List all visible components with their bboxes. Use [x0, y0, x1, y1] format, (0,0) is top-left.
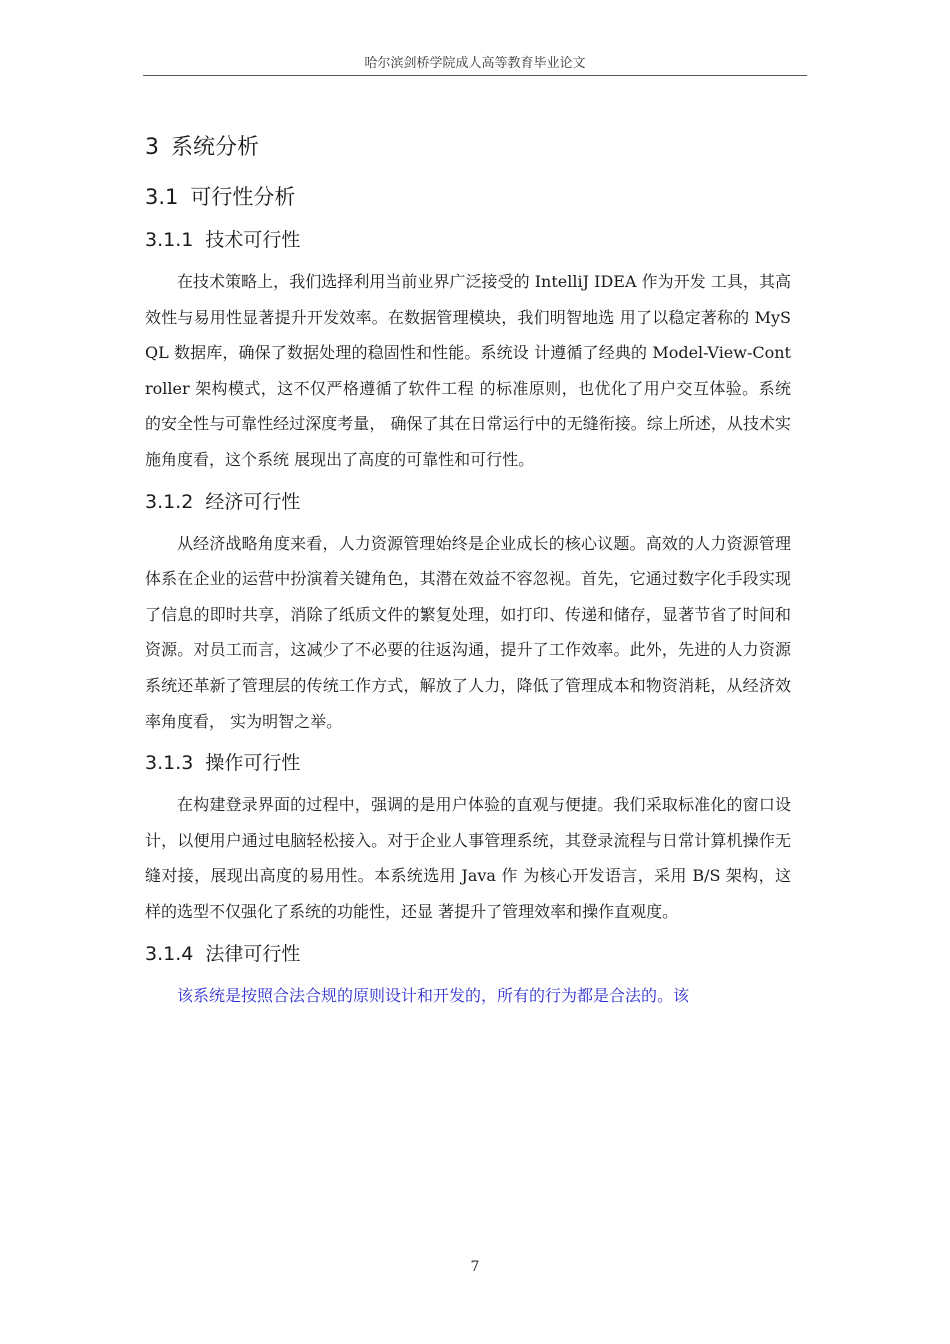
- subsection-title: 法律可行性: [205, 942, 301, 965]
- header-rule: [143, 75, 807, 76]
- paragraph-technical: 在技术策略上，我们选择利用当前业界广泛接受的 IntelliJ IDEA 作为开发 工具，其高效性与易用性显著提升开发效率。在数据管理模块，我们明智地选 用了以稳定著称的 MySQL 数据库，确保了数据处理的稳固性和性能。系统设 计遵循了经典的 Model-View-Controller 架构模式，这不仅严格遵循了软件工程 的标准原则，也优化了用户交互体验。系统的安全性与可靠性经过深度考量， 确保了其在日常运行中的无缝衔接。综上所述，从技术实施角度看，这个系统 展现出了高度的可靠性和可行性。: [145, 272, 791, 469]
- page-body: [145, 118, 791, 1013]
- subsection-title: 操作可行性: [205, 752, 301, 775]
- paragraph-operational: 在构建登录界面的过程中，强调的是用户体验的直观与便捷。我们采取标准化的窗口设计，以便用户通过电脑轻松接入。对于企业人事管理系统，其登录流程与日常计算机操作无缝对接，展现出高度的易用性。本系统选用 Java 作 为核心开发语言，采用 B/S 架构，这样的选型不仅强化了系统的功能性，还显 著提升了管理效率和操作直观度。: [145, 795, 791, 921]
- section-heading: [145, 178, 791, 216]
- section-number: 3.1: [145, 185, 179, 209]
- paragraph-economic: 从经济战略角度来看，人力资源管理始终是企业成长的核心议题。高效的人力资源管理体系在企业的运营中扮演着关键角色，其潜在效益不容忽视。首先，它通过数字化手段实现了信息的即时共享，消除了纸质文件的繁复处理，如打印、传递和储存，显著节省了时间和资源。对员工而言，这减少了不必要的往返沟通，提升了工作效率。此外，先进的人力资源系统还革新了管理层的传统工作方式，解放了人力，降低了管理成本和物资消耗，从经济效率角度看， 实为明智之举。: [145, 533, 791, 731]
- chapter-title: 系统分析: [171, 135, 260, 160]
- subsection-number: 3.1.3: [145, 752, 194, 775]
- subsection-heading-legal: [145, 934, 791, 974]
- page-number: 7: [470, 1259, 480, 1275]
- chapter-heading: [145, 128, 791, 168]
- subsection-heading-technical: [145, 220, 791, 260]
- subsection-number: 3.1.4: [145, 942, 194, 965]
- subsection-title: 经济可行性: [205, 490, 301, 513]
- running-header: 哈尔滨剑桥学院成人高等教育毕业论文: [364, 56, 586, 71]
- paragraph-legal: 该系统是按照合法合规的原则设计和开发的，所有的行为都是合法的。该: [177, 985, 690, 1005]
- subsection-title: 技术可行性: [205, 229, 301, 251]
- chapter-number: 3: [145, 135, 159, 160]
- subsection-number: 3.1.1: [145, 229, 194, 251]
- subsection-heading-operational: [145, 743, 791, 783]
- subsection-heading-economic: [145, 482, 791, 522]
- section-title: 可行性分析: [190, 185, 296, 209]
- subsection-number: 3.1.2: [145, 490, 194, 513]
